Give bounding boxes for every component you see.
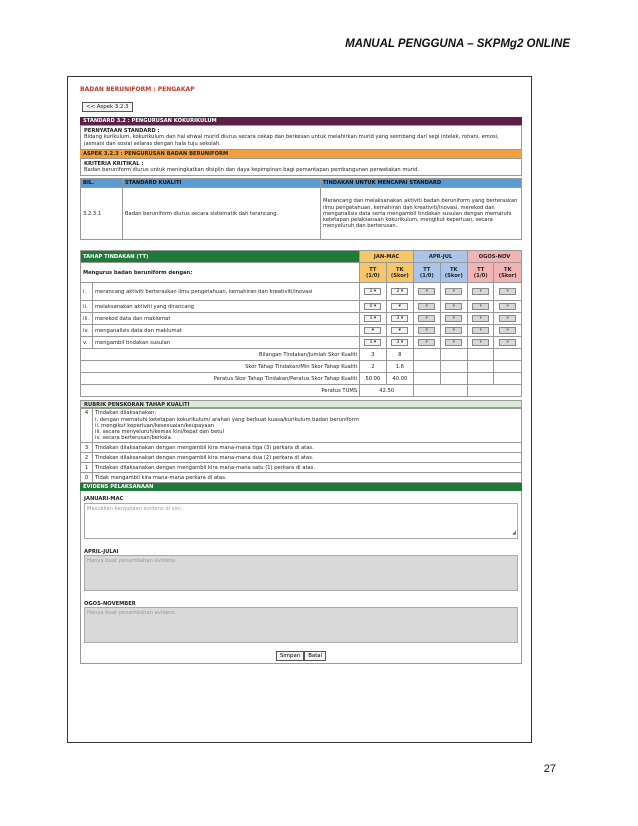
jan-mac-label: JANUARI-MAC (84, 496, 124, 503)
summary-tk: 40.00 (386, 373, 414, 385)
row-number: v. (81, 337, 93, 349)
rubrik-score: 2 (81, 453, 93, 463)
ogos-tt-header: TT (1/0) (468, 263, 494, 283)
aspek-bar: ASPEK 3.2.3 : PENGURUSAN BADAN BERUNIFORM (80, 150, 522, 158)
kriteria-kritikal (80, 158, 522, 176)
ogos-tk-select: ▾ (499, 339, 516, 346)
jan-tt-select[interactable]: 0 ▾ (364, 303, 381, 310)
col-tindakan: TINDAKAN UNTUK MENCAPAI STANDARD (321, 179, 522, 188)
jan-tk-select[interactable]: ▾ (391, 303, 408, 310)
apr-tk-select: ▾ (445, 303, 462, 310)
sk-bil: 3.2.3.1 (81, 188, 123, 240)
tt-subtitle: Mengurus badan beruniform dengan: (81, 263, 360, 283)
table-row (81, 443, 522, 453)
table-row (81, 473, 522, 483)
form-container (80, 87, 522, 664)
jan-tt-select[interactable]: ▾ (364, 327, 381, 334)
row-text: mengambil tindakan susulan (93, 337, 360, 349)
pernyataan-title: PERNYATAAN STANDARD : (84, 128, 160, 135)
ogos-tk-select: ▾ (499, 288, 516, 295)
save-button[interactable]: Simpan (276, 651, 304, 661)
summary-tt: 3 (360, 349, 386, 361)
row-text: melaksanakan aktiviti yang dirancang (93, 301, 360, 313)
page-number: 27 (543, 763, 556, 775)
row-number: iv. (81, 325, 93, 337)
col-standard-kualiti: STANDARD KUALITI (123, 179, 321, 188)
col-bil: BIL. (81, 179, 123, 188)
summary-tt: 50.00 (360, 373, 386, 385)
summary-tk: 1.6 (386, 361, 414, 373)
jan-tk-select[interactable]: 3 ▾ (391, 339, 408, 346)
rubrik-score: 0 (81, 473, 93, 483)
rubrik-score: 3 (81, 443, 93, 453)
action-buttons (84, 651, 518, 661)
rubrik-bar: RUBRIK PENSKORAN TAHAP KUALITI (80, 400, 522, 408)
pernyataan-text: Bidang kurikulum, kokurikulum dan hal ehwal murid diurus secara cekap dan berkesan untuk melahirkan murid yang seimbang dari segi intelek, rohani, emosi, jasmani dan sosial selaras dengan hala tuju sekolah. (84, 134, 499, 147)
apr-tk-select: ▾ (445, 339, 462, 346)
rubrik-score: 1 (81, 463, 93, 473)
jan-tk-header: TK (Skor) (386, 263, 414, 283)
summary-tk: 8 (386, 349, 414, 361)
apr-tt-header: TT (1/0) (414, 263, 440, 283)
cancel-button[interactable]: Batal (304, 651, 326, 661)
screenshot-frame (67, 76, 532, 743)
april-julai-label: APRIL-JULAI (84, 548, 119, 555)
rubrik-description: Tindakan dilaksanakan dengan mengambil kira mana-mana tiga (3) perkara di atas. (93, 443, 522, 453)
jan-tk-select[interactable]: 3 ▾ (391, 315, 408, 322)
kriteria-text: Badan beruniform diurus untuk meningkatkan disiplin dan daya kepimpinan bagi pemantapan pembangunan perwatakan murid. (84, 167, 420, 174)
period-jan-mac: JAN-MAC (360, 251, 414, 263)
ogos-tk-header: TK (Skor) (494, 263, 522, 283)
row-text: menganalisis data dan maklumat (93, 325, 360, 337)
document-header: MANUAL PENGGUNA – SKPMg2 ONLINE (345, 38, 570, 50)
page-title: BADAN BERUNIFORM : PENGAKAP (80, 86, 195, 93)
summary-row (81, 361, 522, 373)
apr-tk-select: ▾ (445, 288, 462, 295)
table-row (81, 409, 522, 443)
ogos-tt-select: ▾ (472, 315, 489, 322)
jan-tt-select[interactable]: 1 ▾ (364, 339, 381, 346)
ogos-tk-select: ▾ (499, 327, 516, 334)
table-row (81, 453, 522, 463)
rubrik-description: Tindakan dilaksanakan: i. dengan mematuhi ketetapan kokurikulum/ arahan yang berkuat kuasa/kurikulum badan beruniform ii. mengikut keperluan/kesesuaian/keupayaan iii. secara menyeluruh/kemas kini/tepat dan betul iv. secara berterusan/berkala. (93, 409, 522, 443)
pernyataan-standard (80, 125, 522, 150)
row-text: merekod data dan maklumat (93, 313, 360, 325)
table-row (81, 463, 522, 473)
ogos-tt-select: ▾ (472, 339, 489, 346)
ogos-tk-select: ▾ (499, 315, 516, 322)
back-aspek-button[interactable]: << Aspek 3.2.3 (82, 102, 133, 112)
apr-tk-select: ▾ (445, 315, 462, 322)
apr-tt-select: ▾ (418, 315, 435, 322)
row-number: iii. (81, 313, 93, 325)
summary-row (81, 373, 522, 385)
row-number: ii. (81, 301, 93, 313)
tums-row (81, 385, 522, 397)
ogos-tt-select: ▾ (472, 303, 489, 310)
jan-tt-select[interactable]: 1 ▾ (364, 288, 381, 295)
april-julai-textarea: Hanya buat penambahan evidens. (84, 555, 518, 591)
summary-label: Peratus Skor Tahap Tindakan/Peratus Skor Tahap Kualiti (81, 373, 360, 385)
ogos-tk-select: ▾ (499, 303, 516, 310)
row-number: i. (81, 283, 93, 301)
rubrik-description: Tindakan dilaksanakan dengan mengambil kira mana-mana satu (1) perkara di atas. (93, 463, 522, 473)
sk-tindakan: Merancang dan melaksanakan aktiviti badan beruniform yang berteraskan ilmu pengetahuan, kemahiran dan kreativiti/inovasi, merekod dan menganalisis data serta mengambil tindakan susulan dengan mematuhi ketetapan pelaksanaan kokurikulum, mengikut keperluan, secara menyeluruh dan berterusan. (321, 188, 522, 240)
evidens-bar: EVIDENS PELAKSANAAN (80, 483, 522, 491)
summary-label: Skor Tahap Tindakan/Min Skor Tahap Kualiti (81, 361, 360, 373)
ogos-tt-select: ▾ (472, 327, 489, 334)
evidens-section (80, 491, 522, 664)
kriteria-title: KRITERIA KRITIKAL : (84, 160, 144, 167)
resize-grip-icon[interactable]: ◢ (512, 530, 516, 537)
summary-label: Bilangan Tindakan/Jumlah Skor Kualiti (81, 349, 360, 361)
table-row (81, 313, 522, 325)
tums-label: Peratus TUMS (81, 385, 360, 397)
row-text: merancang aktiviti berteraskan ilmu pengetahuan, kemahiran dan kreativiti/inovasi (93, 283, 360, 301)
summary-tt: 2 (360, 361, 386, 373)
apr-tt-select: ▾ (418, 339, 435, 346)
apr-tt-select: ▾ (418, 303, 435, 310)
rubrik-score: 4 (81, 409, 93, 443)
table-row (81, 337, 522, 349)
apr-tk-select: ▾ (445, 327, 462, 334)
jan-tt-header: TT (1/0) (360, 263, 386, 283)
tt-title: TAHAP TINDAKAN (TT) (81, 251, 360, 263)
rubrik-description: Tindakan dilaksanakan dengan mengambil kira mana-mana dua (2) perkara di atas. (93, 453, 522, 463)
apr-tk-header: TK (Skor) (440, 263, 468, 283)
period-ogos-nov: OGOS-NOV (468, 251, 522, 263)
ogos-november-label: OGOS-NOVEMBER (84, 600, 136, 607)
jan-tk-select[interactable]: 2 ▾ (391, 288, 408, 295)
jan-mac-textarea[interactable]: Masukkan kenyataan evidens di sini. ◢ (84, 503, 518, 539)
standard-bar: STANDARD 3.2 : PENGURUSAN KOKURIKULUM (80, 117, 522, 125)
period-apr-jul: APR-JUL (414, 251, 468, 263)
table-row (81, 301, 522, 313)
table-row (81, 325, 522, 337)
tahap-tindakan-table (80, 250, 522, 397)
tums-value: 42.50 (360, 385, 414, 397)
jan-tt-select[interactable]: 1 ▾ (364, 315, 381, 322)
ogos-november-textarea: Hanya buat penambahan evidens. (84, 607, 518, 643)
rubrik-table (80, 408, 522, 483)
standard-kualiti-table (80, 178, 522, 240)
sk-kualiti: Badan beruniform diurus secara sistematik dan terancang. (123, 188, 321, 240)
summary-row (81, 349, 522, 361)
ogos-tt-select: ▾ (472, 288, 489, 295)
apr-tt-select: ▾ (418, 288, 435, 295)
table-row (81, 283, 522, 301)
rubrik-description: Tidak mengambil kira mana-mana perkara di atas. (93, 473, 522, 483)
jan-tk-select[interactable]: ▾ (391, 327, 408, 334)
apr-tt-select: ▾ (418, 327, 435, 334)
